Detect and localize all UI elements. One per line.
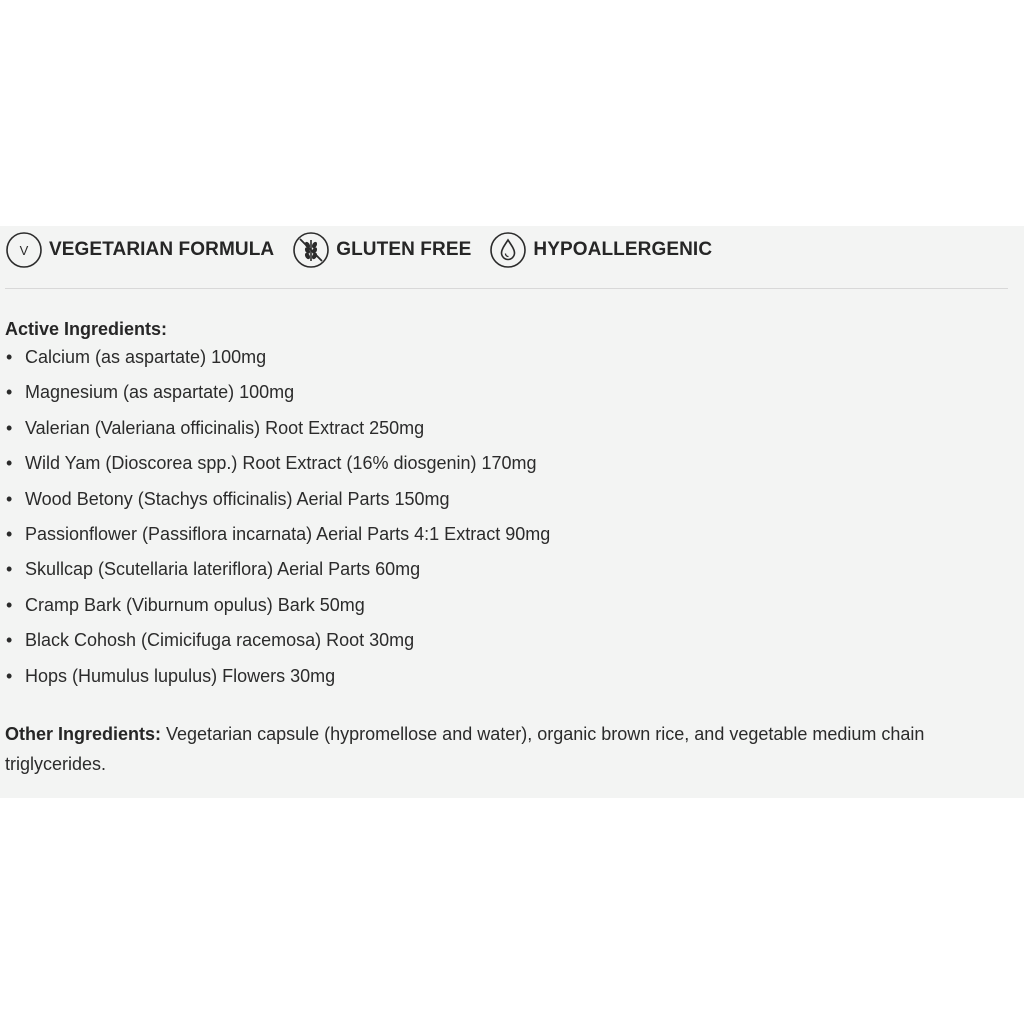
badge-label-hypoallergenic: HYPOALLERGENIC xyxy=(533,239,713,260)
list-item xyxy=(5,524,550,559)
bullet-icon: • xyxy=(6,630,13,651)
badge-vegetarian xyxy=(5,231,274,269)
bullet-icon: • xyxy=(6,665,13,686)
active-ingredients-list xyxy=(5,347,550,701)
other-ingredients-label: Other Ingredients: xyxy=(5,724,162,744)
hypoallergenic-drop-icon xyxy=(489,231,527,269)
ingredient-text: Calcium (as aspartate) 100mg xyxy=(25,347,267,367)
ingredient-text: Black Cohosh (Cimicifuga racemosa) Root 30mg xyxy=(25,630,415,651)
bullet-icon: • xyxy=(6,417,13,438)
list-item xyxy=(5,666,550,701)
vegetarian-v-icon xyxy=(5,231,43,269)
bullet-icon: • xyxy=(6,382,13,403)
list-item xyxy=(5,559,550,594)
list-item xyxy=(5,453,550,488)
active-ingredients-heading: Active Ingredients: xyxy=(5,319,168,339)
list-item xyxy=(5,595,550,630)
ingredient-text: Valerian (Valeriana officinalis) Root Extract 250mg xyxy=(25,417,425,438)
badge-hypoallergenic xyxy=(489,231,712,269)
bullet-icon: • xyxy=(6,523,13,544)
list-item xyxy=(5,418,550,453)
ingredient-text: Wood Betony (Stachys officinalis) Aerial Parts 150mg xyxy=(25,488,450,509)
ingredient-text: Cramp Bark (Viburnum opulus) Bark 50mg xyxy=(25,594,365,615)
divider xyxy=(5,288,1008,289)
bullet-icon: • xyxy=(6,594,13,615)
other-ingredients xyxy=(5,719,1015,779)
gluten-free-wheat-icon xyxy=(292,231,330,269)
list-item xyxy=(5,347,550,382)
list-item xyxy=(5,630,550,665)
bullet-icon: • xyxy=(6,559,13,580)
ingredient-text: Skullcap (Scutellaria lateriflora) Aerial Parts 60mg xyxy=(25,559,421,580)
ingredient-text: Wild Yam (Dioscorea spp.) Root Extract (16% diosgenin) 170mg xyxy=(25,453,537,474)
list-item xyxy=(5,489,550,524)
bullet-icon: • xyxy=(6,453,13,474)
list-item xyxy=(5,382,550,417)
product-info-panel xyxy=(0,226,1024,798)
ingredient-text: Passionflower (Passiflora incarnata) Aerial Parts 4:1 Extract 90mg xyxy=(25,523,551,544)
ingredient-text: Hops (Humulus lupulus) Flowers 30mg xyxy=(25,665,336,686)
badge-label-gluten-free: GLUTEN FREE xyxy=(336,239,472,260)
bullet-icon: • xyxy=(6,488,13,509)
badge-label-vegetarian: VEGETARIAN FORMULA xyxy=(49,239,275,260)
vegetarian-v-glyph: V xyxy=(19,243,29,258)
badge-gluten-free xyxy=(292,231,471,269)
ingredient-text: Magnesium (as aspartate) 100mg xyxy=(25,382,295,403)
badge-row xyxy=(5,230,730,270)
other-ingredients-text: Vegetarian capsule (hypromellose and water), organic brown rice, and vegetable medium chain triglycerides. xyxy=(5,724,925,774)
bullet-icon: • xyxy=(6,347,13,367)
